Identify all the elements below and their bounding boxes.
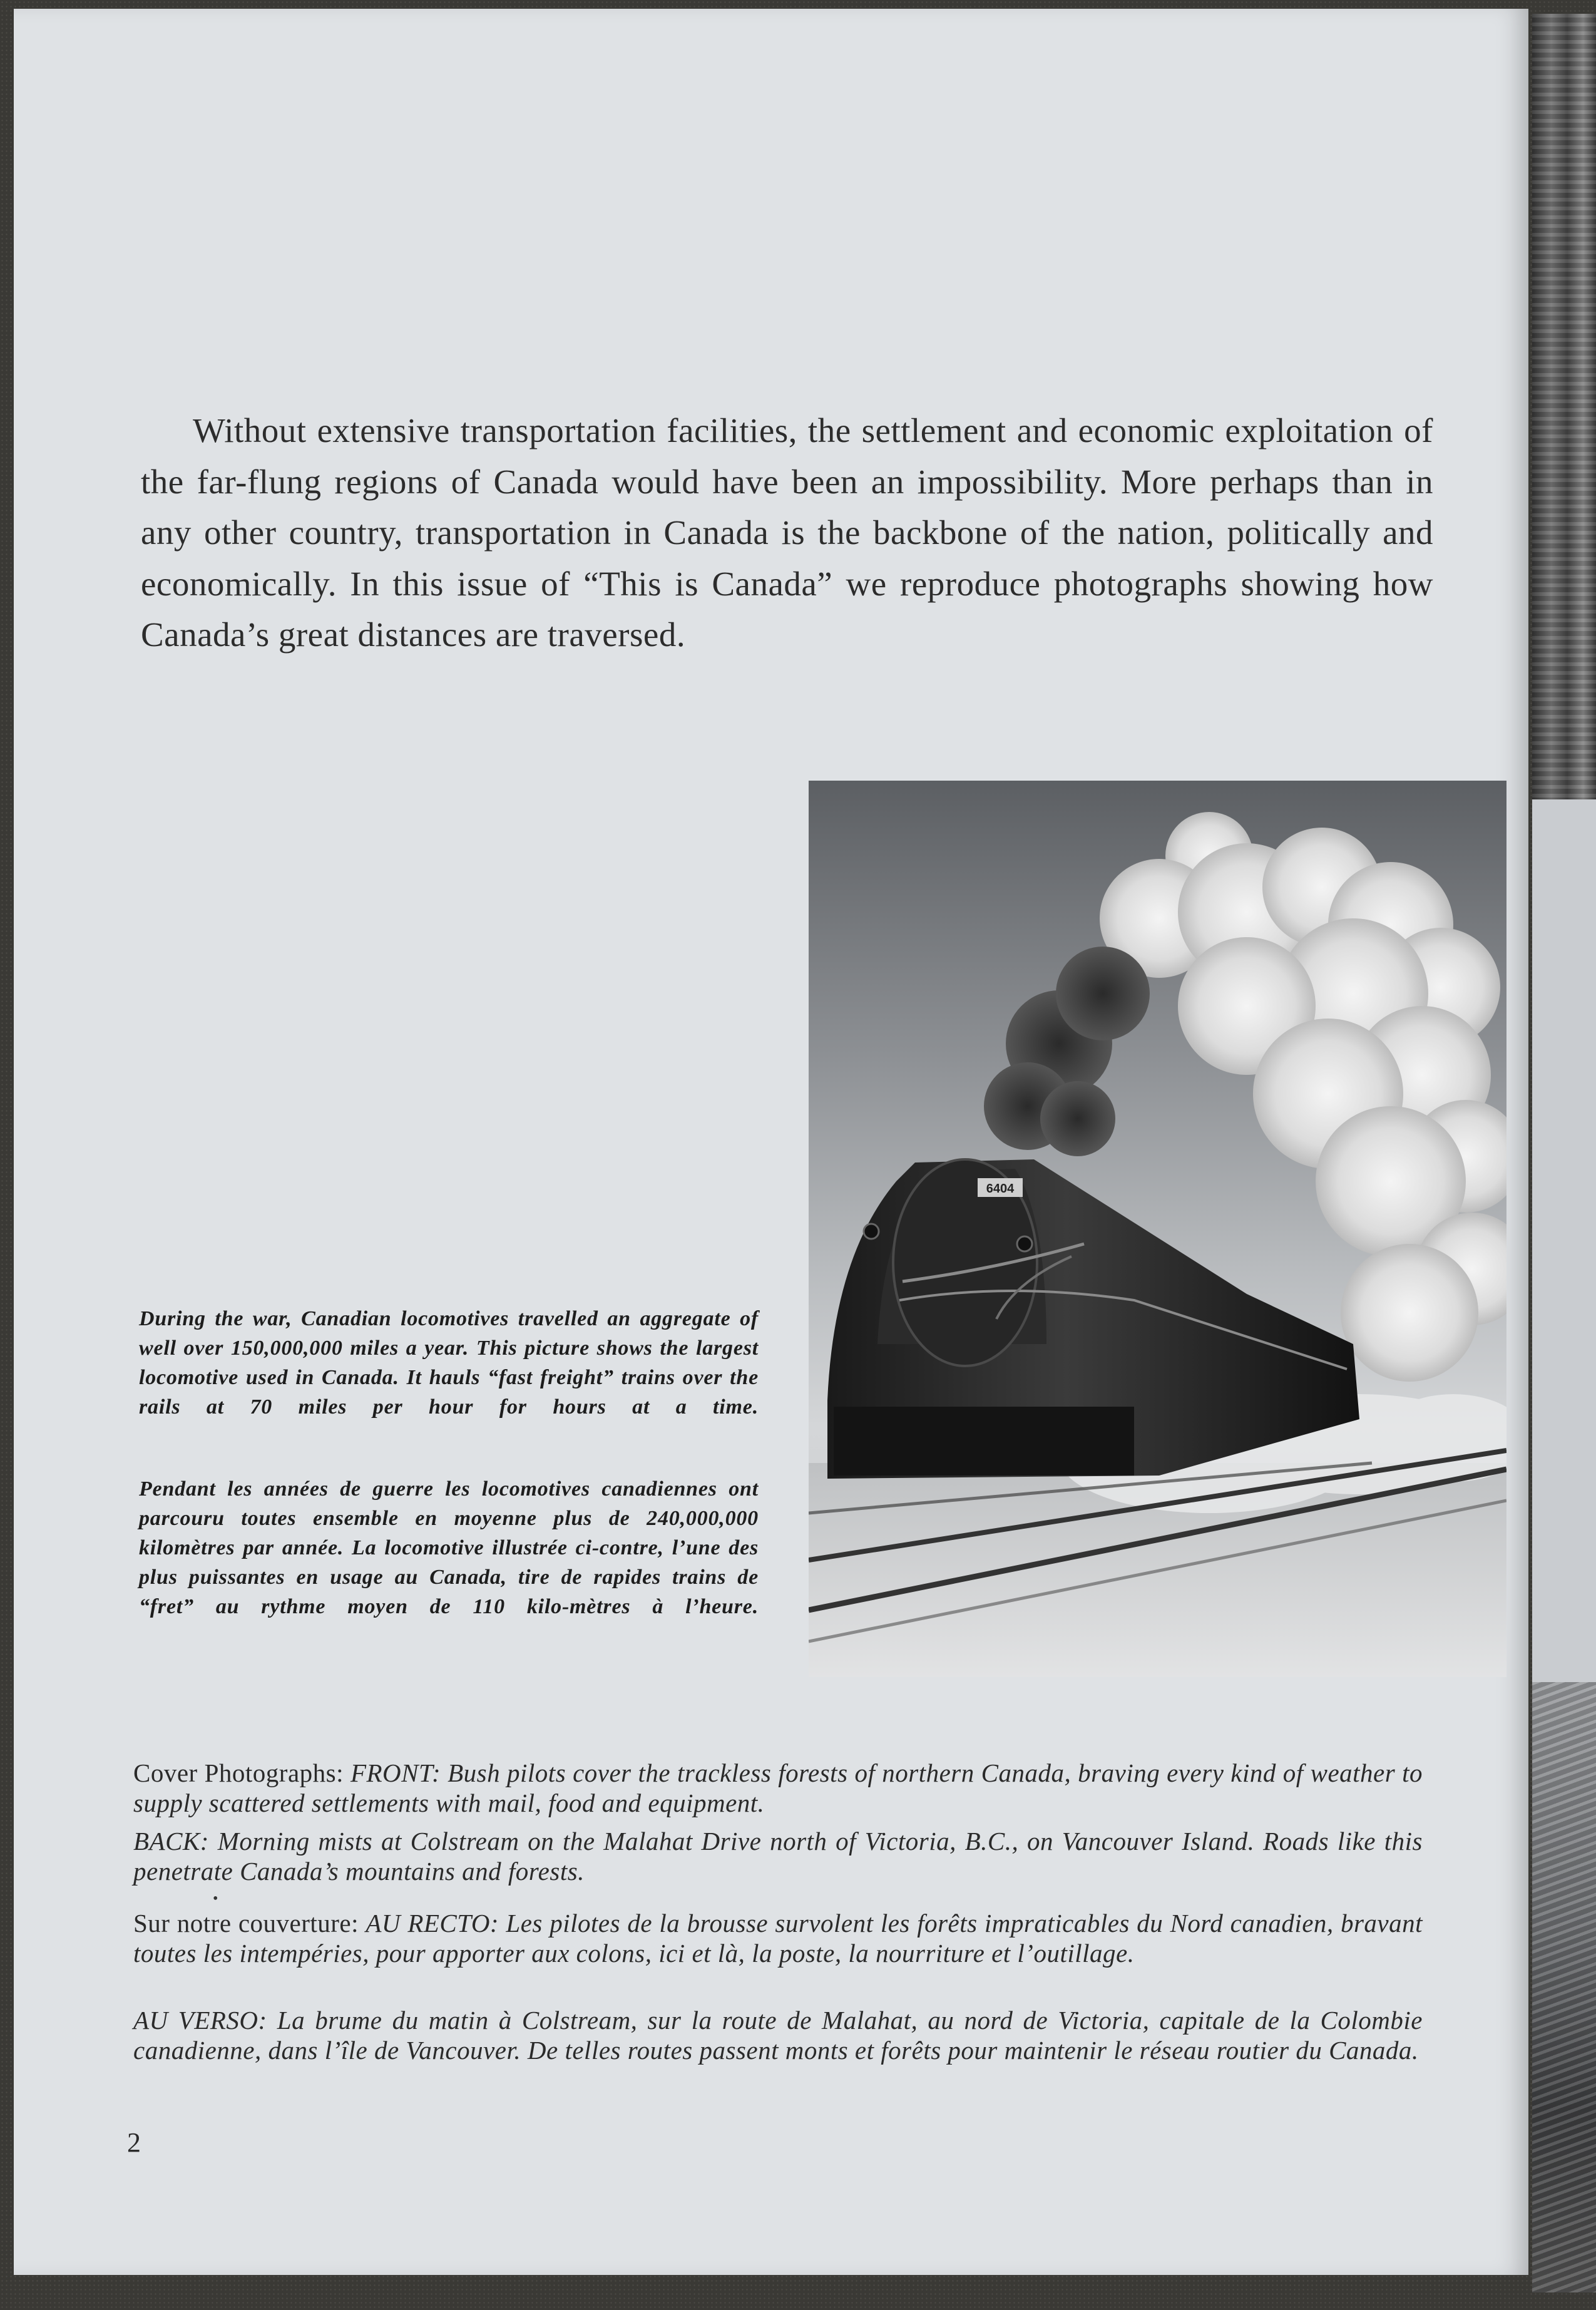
locomotive-number: 6404 <box>986 1182 1015 1196</box>
cover-verso-note <box>133 2005 1423 2065</box>
front-label: FRONT: <box>350 1758 441 1787</box>
back-text: Morning mists at Colstream on the Malahat Drive north of Victoria, B.C., on Vancouver Island. Roads like this penetrate Canada’s mountains and forests. <box>133 1827 1423 1886</box>
caption-french: Pendant les années de guerre les locomotives canadiennes ont parcouru toutes ensemble en moyenne plus de 240,000,000 kilomètres par année. La locomotive illustrée ci-contre, l’une des plus puissantes en usage au Canada, tire de rapides trains de “fret” au rythme moyen de 110 kilo-mètres à l’heure. <box>139 1477 759 1618</box>
adjacent-photo-top <box>1532 14 1596 799</box>
recto-label: AU RECTO: <box>366 1909 499 1938</box>
sur-notre-couverture-label: Sur notre couverture: <box>133 1909 359 1938</box>
adjacent-photo-bottom <box>1532 1682 1596 2292</box>
cover-back-note <box>133 1826 1423 1886</box>
cover-front-note <box>133 1758 1423 1818</box>
cover-recto-note <box>133 1908 1423 1968</box>
intro-paragraph: Without extensive transportation facilities, the settlement and economic exploitation of the far-flung regions of Canada would have been an impossibility. More perhaps than in any other country, transportation in Canada is the backbone of the nation, politically and economically. In this issue of “This is Canada” we reproduce photographs showing how Canada’s great distances are traversed. <box>141 411 1433 654</box>
front-text: Bush pilots cover the trackless forests of northern Canada, braving every kind of weather to supply scattered settlements with mail, food and equipment. <box>133 1758 1423 1817</box>
separator-dot: • <box>213 1891 218 1907</box>
caption-english: During the war, Canadian locomotives travelled an aggregate of well over 150,000,000 miles a year. This picture shows the largest locomotive used in Canada. It hauls “fast freight” trains over the rails at 70 miles per hour for hours at a time. <box>139 1307 759 1419</box>
verso-text: La brume du matin à Colstream, sur la route de Malahat, au nord de Victoria, capitale de la Colombie canadienne, dans l’île de Vancouver. De telles routes passent monts et forêts pour maintenir le réseau routier du Canada. <box>133 2006 1423 2065</box>
adjacent-page-edge <box>1532 14 1596 2292</box>
back-label: BACK: <box>133 1827 209 1856</box>
locomotive-photo <box>809 781 1506 1677</box>
recto-text: Les pilotes de la brousse survolent les forêts impraticables du Nord canadien, bravant toutes les intempéries, pour apporter aux colons, ici et là, la poste, la nourriture et l’outillage. <box>133 1909 1423 1968</box>
cover-photographs-label: Cover Photographs: <box>133 1758 344 1787</box>
page-number: 2 <box>127 2127 141 2158</box>
verso-label: AU VERSO: <box>133 2006 267 2035</box>
locomotive-illustration <box>809 781 1506 1677</box>
